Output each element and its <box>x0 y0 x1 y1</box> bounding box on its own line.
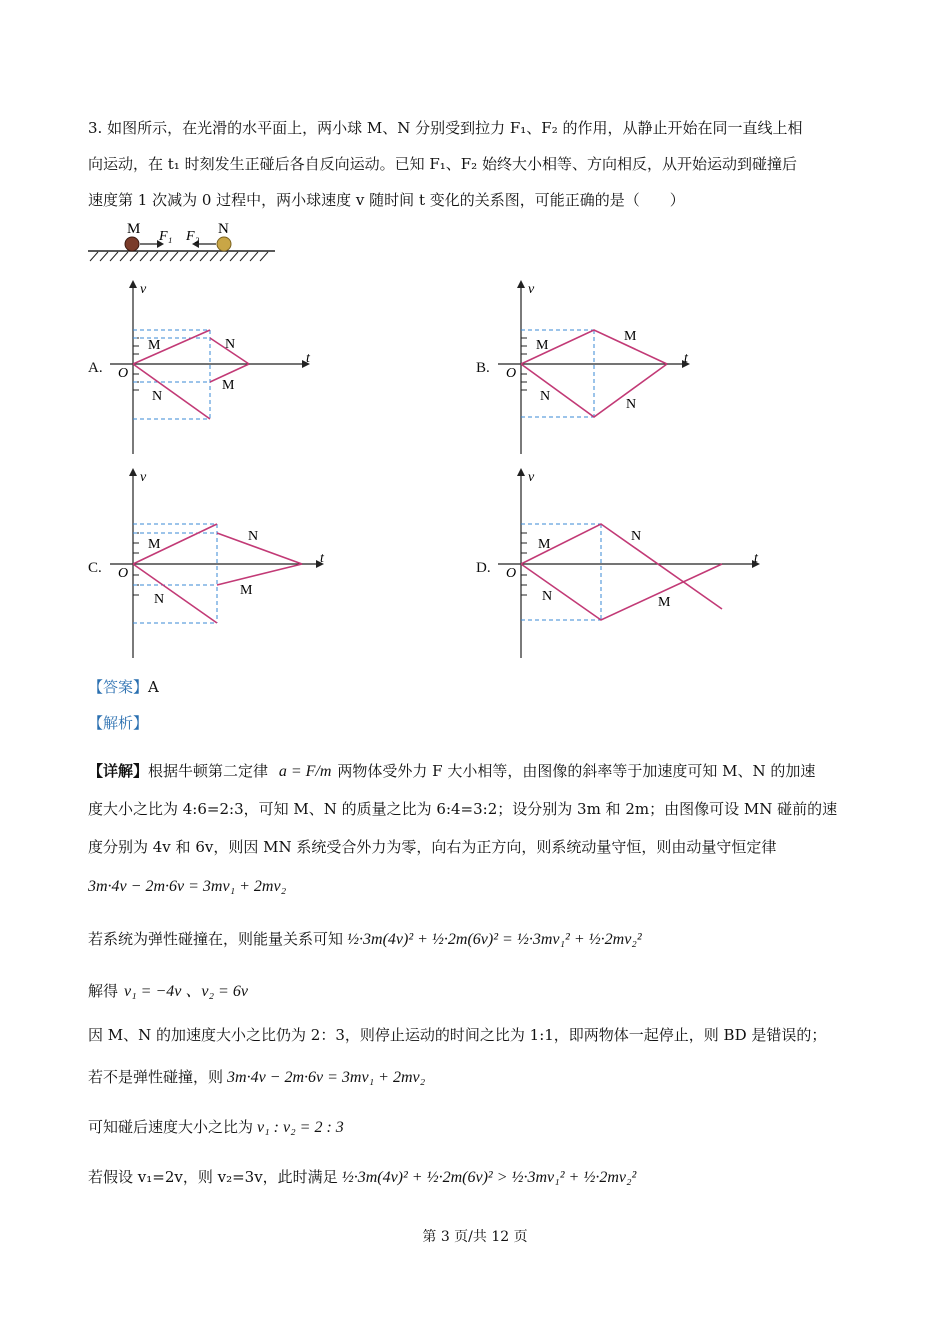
analysis-tag-line <box>88 712 148 734</box>
svg-text:M: M <box>148 338 161 353</box>
ball-n-label: N <box>218 221 229 237</box>
detail-line-8: 可知碰后速度大小之比为 v₁ : v₂ = 2 : 3 <box>88 1118 344 1136</box>
equation-momentum-2: 3m·4v − 2m·6v = 3mv₁ + 2mv₂ <box>227 1069 426 1086</box>
svg-text:t: t <box>306 351 310 366</box>
equation-energy: ½·3m(4v)² + ½·2m(6v)² = ½·3mv₁² + ½·2mv₂² <box>347 931 642 948</box>
setup-figure <box>85 218 280 264</box>
svg-text:M: M <box>658 595 671 610</box>
detail-line-9: 若假设 v₁=2v，则 v₂=3v，此时满足 ½·3m(4v)² + ½·2m(6v)² > ½·3mv₁² + ½·2mv₂² <box>88 1168 637 1186</box>
answer-value: A <box>148 678 159 696</box>
ball-n <box>217 237 231 251</box>
svg-text:M: M <box>222 378 235 393</box>
detail-line-6: 因 M、N 的加速度大小之比仍为 2：3，则停止运动的时间之比为 1:1，即两物体一起停止，则 BD 是错误的； <box>88 1026 827 1044</box>
option-d-label: D. <box>476 560 491 576</box>
velocity-ratio: v₁ : v₂ = 2 : 3 <box>257 1119 344 1136</box>
svg-text:O: O <box>506 566 517 581</box>
question-line-2: 向运动，在 t₁ 时刻发生正碰后各自反向运动。已知 F₁、F₂ 始终大小相等、方向相反，从开始运动到碰撞后 <box>88 155 797 173</box>
force1-label: F₁ <box>159 229 173 244</box>
svg-text:M: M <box>148 537 161 552</box>
option-b-graph <box>496 278 696 458</box>
option-a-label: A. <box>88 360 103 376</box>
svg-text:N: N <box>542 589 553 604</box>
detail-tag: 【详解】 <box>88 762 149 780</box>
svg-text:N: N <box>631 529 642 544</box>
ball-m-label: M <box>127 221 141 237</box>
analysis-tag: 【解析】 <box>88 714 149 732</box>
svg-text:O: O <box>118 366 129 381</box>
svg-text:N: N <box>626 397 637 412</box>
svg-text:N: N <box>225 337 236 352</box>
option-c-graph <box>108 466 333 661</box>
svg-text:O: O <box>506 366 517 381</box>
detail-line-2: 度大小之比为 4:6=2:3，可知 M、N 的质量之比为 6:4=3:2；设分别为 3m 和 2m；由图像可设 MN 碰前的速 <box>88 800 838 818</box>
svg-text:v: v <box>140 470 147 485</box>
detail-line-3: 度分别为 4v 和 6v，则因 MN 系统受合外力为零，向右为正方向，则系统动量守恒，则由动量守恒定律 <box>88 838 777 856</box>
svg-text:M: M <box>624 329 637 344</box>
svg-text:N: N <box>152 389 163 404</box>
svg-text:v: v <box>528 470 535 485</box>
solution: v₁ = −4v 、v₂ = 6v <box>124 983 248 1000</box>
option-b-label: B. <box>476 360 490 376</box>
detail-line-4: 若系统为弹性碰撞在，则能量关系可知 ½·3m(4v)² + ½·2m(6v)² = ½·3mv₁² + ½·2mv₂² <box>88 930 642 948</box>
force2-label: F₂ <box>186 229 200 244</box>
svg-text:M: M <box>538 537 551 552</box>
detail-line-5: 解得 v₁ = −4v 、v₂ = 6v <box>88 982 248 1000</box>
option-d-graph <box>496 466 771 661</box>
answer-line <box>88 676 159 698</box>
svg-text:O: O <box>118 566 129 581</box>
equation-inequality: ½·3m(4v)² + ½·2m(6v)² > ½·3mv₁² + ½·2mv₂² <box>341 1169 637 1186</box>
svg-text:t: t <box>320 551 324 566</box>
answer-tag: 【答案】 <box>88 678 149 696</box>
option-c-label: C. <box>88 560 102 576</box>
page-footer: 第 3 页/共 12 页 <box>422 1229 528 1245</box>
question-line-1: 3. 如图所示，在光滑的水平面上，两小球 M、N 分别受到拉力 F₁、F₂ 的作用，从静止开始在同一直线上相 <box>88 119 803 137</box>
detail-line-7: 若不是弹性碰撞，则 3m·4v − 2m·6v = 3mv₁ + 2mv₂ <box>88 1068 426 1086</box>
svg-text:v: v <box>528 282 535 297</box>
option-a-graph <box>108 278 318 458</box>
svg-text:M: M <box>240 583 253 598</box>
svg-text:N: N <box>154 592 165 607</box>
svg-text:M: M <box>536 338 549 353</box>
svg-text:N: N <box>248 529 259 544</box>
svg-text:v: v <box>140 282 147 297</box>
formula-a: a = F/m <box>278 763 332 780</box>
equation-momentum: 3m·4v − 2m·6v = 3mv₁ + 2mv₂ <box>88 878 287 895</box>
question-line-3: 速度第 1 次减为 0 过程中，两小球速度 v 随时间 t 变化的关系图，可能正确的是（ ） <box>88 191 685 209</box>
svg-text:N: N <box>540 389 551 404</box>
ball-m <box>125 237 139 251</box>
svg-text:t: t <box>684 351 688 366</box>
svg-text:t: t <box>754 551 758 566</box>
detail-line-1: 【详解】根据牛顿第二定律 a = F/m 两物体受外力 F 大小相等，由图像的斜率等于加速度可知 M、N 的加速 <box>88 762 816 780</box>
